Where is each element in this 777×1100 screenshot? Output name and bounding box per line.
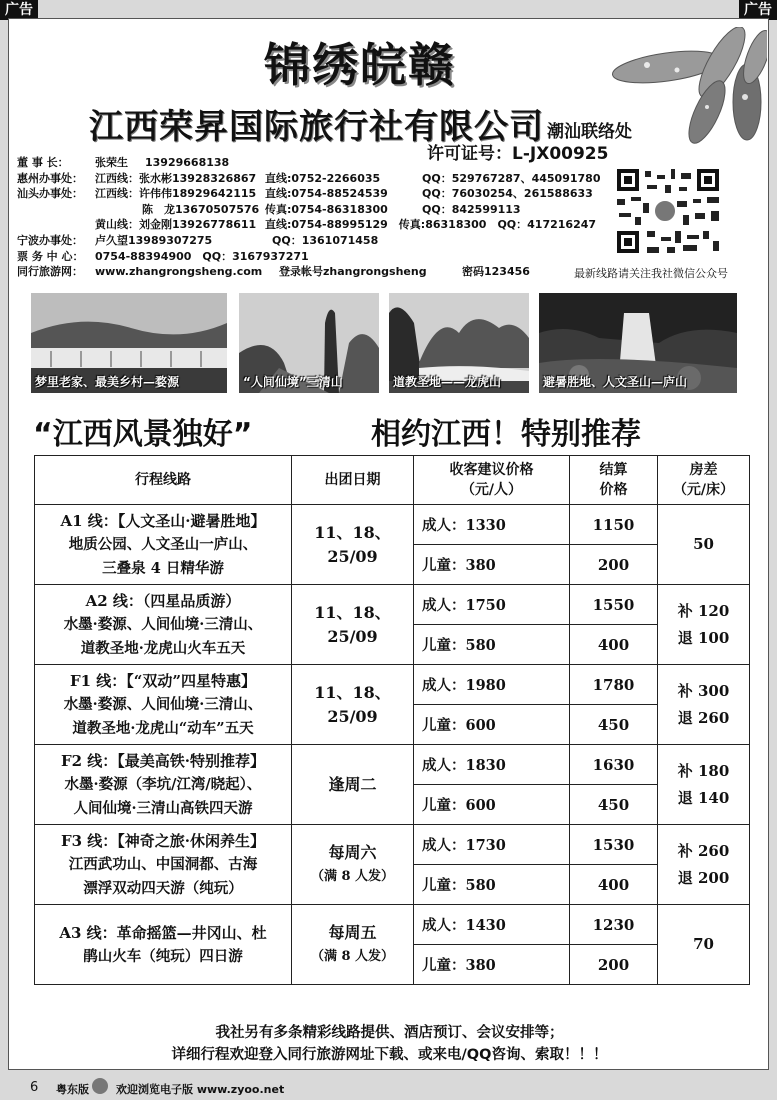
table-row xyxy=(35,665,750,705)
photo-caption: 道教圣地——龙虎山 xyxy=(393,375,502,389)
adult-settle-price: 1780 xyxy=(570,665,658,705)
room-diff: 补 120 xyxy=(677,601,730,620)
route-cell xyxy=(35,825,292,905)
adult-price: 成人：1750 xyxy=(414,585,570,625)
contact-row: 惠州办事处： 江西线：张水彬13928326867 直线:0752-2266035 QQ：529767287、445091780 xyxy=(17,171,601,185)
edition-label: 粤东版 xyxy=(56,1083,89,1096)
child-price: 儿童：580 xyxy=(414,625,570,665)
contact-row: 董 事 长： 张荣生 13929668138 xyxy=(17,156,230,169)
route-price-table xyxy=(34,455,750,985)
room-diff: 退 200 xyxy=(677,868,730,887)
contact-row: 黄山线：刘金刚13926778611 直线:0754-88995129 传真:86318300 QQ：417216247 xyxy=(95,218,597,232)
route-detail: 道教圣地·龙虎山火车五天 xyxy=(80,639,246,657)
date-cell xyxy=(292,905,414,985)
departure-date: 11、18、 xyxy=(314,682,391,702)
header-price: 收客建议价格 （元/人） xyxy=(414,456,570,505)
table-row xyxy=(35,825,750,865)
route-detail: 水墨·婺源、人间仙境·三清山、 xyxy=(63,615,263,633)
route-detail: 三叠泉 4 日精华游 xyxy=(102,559,224,577)
contact-row: 票 务 中 心： 0754-88394900 QQ：3167937271 xyxy=(17,249,309,263)
wechat-qr-code[interactable] xyxy=(613,165,723,257)
child-price: 儿童：600 xyxy=(414,705,570,745)
adult-settle-price: 1530 xyxy=(570,825,658,865)
table-row xyxy=(35,745,750,785)
room-cell xyxy=(658,585,750,665)
date-cell xyxy=(292,825,414,905)
header-date: 出团日期 xyxy=(292,456,414,505)
departure-date: 每周六 xyxy=(328,842,377,862)
website-link[interactable]: 欢迎浏览电子版 www.zyoo.net xyxy=(116,1083,285,1096)
room-diff: 退 100 xyxy=(677,628,730,647)
headline-slogan: “江西风景独好” xyxy=(33,417,253,452)
departure-note: 25/09 xyxy=(327,706,378,726)
room-cell xyxy=(658,825,750,905)
adult-price: 成人：1730 xyxy=(414,825,570,865)
advertisement-page xyxy=(8,18,769,1070)
contact-list xyxy=(17,155,617,280)
date-cell xyxy=(292,505,414,585)
photo-sanqingshan xyxy=(239,293,379,393)
route-title: F1 线：【“双动”四星特惠】 xyxy=(69,671,257,690)
route-detail: 地质公园、人文圣山一庐山、 xyxy=(68,535,258,553)
photo-lushan xyxy=(539,293,737,393)
publisher-logo-icon xyxy=(92,1078,108,1094)
child-settle-price: 200 xyxy=(570,945,658,985)
route-cell xyxy=(35,505,292,585)
room-diff: 退 140 xyxy=(677,788,730,807)
room-cell xyxy=(658,505,750,585)
qr-caption: 最新线路请关注我社微信公众号 xyxy=(574,267,728,280)
footer-notice: 我社另有多条精彩线路提供、酒店预订、会议安排等； 详细行程欢迎登入同行旅游网址下载、或来电/QQ咨询、索取！！！ xyxy=(171,1025,608,1063)
date-cell xyxy=(292,585,414,665)
route-title: A3 线：革命摇篮—井冈山、杜 xyxy=(59,923,267,942)
contact-row: 宁波办事处： 卢久望13989307275 QQ：1361071458 xyxy=(17,233,379,247)
contact-row: 同行旅游网： www.zhangrongsheng.com 登录帐号zhangrongsheng 密码123456 xyxy=(17,265,530,279)
route-title: A1 线：【人文圣山·避暑胜地】 xyxy=(60,511,266,530)
child-settle-price: 450 xyxy=(570,705,658,745)
contact-row: 陈 龙13670507576 传真:0754-86318300 QQ：842599113 xyxy=(142,202,521,216)
date-cell xyxy=(292,745,414,825)
ad-label-right: 广告 xyxy=(739,0,777,20)
photo-caption: “人间仙境”三清山 xyxy=(243,375,343,389)
contact-row: 汕头办事处： 江西线：许伟伟18929642115 直线:0754-88524539 QQ：76030254、261588633 xyxy=(17,187,593,201)
room-diff: 70 xyxy=(693,935,714,953)
route-table-body xyxy=(35,505,750,985)
route-title: F2 线：【最美高铁·特别推荐】 xyxy=(60,751,266,770)
room-diff: 退 260 xyxy=(677,708,730,727)
adult-settle-price: 1150 xyxy=(570,505,658,545)
table-header-row xyxy=(35,456,750,505)
header-settle: 结算 价格 xyxy=(570,456,658,505)
table-row xyxy=(35,905,750,945)
room-diff: 50 xyxy=(693,535,714,553)
adult-price: 成人：1330 xyxy=(414,505,570,545)
route-detail: 水墨·婺源（李坑/江湾/晓起）、 xyxy=(64,775,262,793)
photo-longhushan xyxy=(389,293,529,393)
room-cell xyxy=(658,665,750,745)
departure-note: 25/09 xyxy=(327,546,378,566)
adult-settle-price: 1550 xyxy=(570,585,658,625)
route-detail: 江西武功山、中国洞都、古海 xyxy=(68,855,258,873)
header-route: 行程线路 xyxy=(35,456,292,505)
table-row xyxy=(35,585,750,625)
child-price: 儿童：380 xyxy=(414,945,570,985)
child-price: 儿童：380 xyxy=(414,545,570,585)
photo-caption: 梦里老家、最美乡村—婺源 xyxy=(35,375,180,389)
brand-title: 锦绣皖赣 xyxy=(264,38,456,92)
table-row xyxy=(35,505,750,545)
headline-recommend: 相约江西！特别推荐 xyxy=(371,417,641,452)
departure-date: 11、18、 xyxy=(314,522,391,542)
company-name: 江西荣昇国际旅行社有限公司 xyxy=(89,107,544,147)
route-cell xyxy=(35,905,292,985)
route-cell xyxy=(35,665,292,745)
scenery-photos xyxy=(31,293,759,393)
adult-settle-price: 1230 xyxy=(570,905,658,945)
room-diff: 补 260 xyxy=(677,841,730,860)
page-number: 6 xyxy=(30,1080,39,1095)
route-detail: 鹃山火车（纯玩）四日游 xyxy=(83,947,243,965)
room-cell xyxy=(658,745,750,825)
route-cell xyxy=(35,745,292,825)
child-price: 儿童：580 xyxy=(414,865,570,905)
departure-date: 逢周二 xyxy=(328,774,377,794)
child-settle-price: 400 xyxy=(570,865,658,905)
adult-price: 成人：1430 xyxy=(414,905,570,945)
route-title: A2 线：（四星品质游） xyxy=(85,591,241,610)
child-price: 儿童：600 xyxy=(414,785,570,825)
departure-date: 每周五 xyxy=(328,922,377,942)
adult-settle-price: 1630 xyxy=(570,745,658,785)
route-detail: 水墨·婺源、人间仙境·三清山、 xyxy=(63,695,263,713)
route-title: F3 线：【神奇之旅·休闲养生】 xyxy=(60,831,266,850)
room-diff: 补 300 xyxy=(677,681,730,700)
ad-label-left: 广告 xyxy=(0,0,38,20)
page-footer xyxy=(0,1074,777,1100)
adult-price: 成人：1830 xyxy=(414,745,570,785)
departure-note: （满 8 人发） xyxy=(310,948,395,964)
route-detail: 漂浮双动四天游（纯玩） xyxy=(83,879,243,897)
photo-caption: 避暑胜地、人文圣山—庐山 xyxy=(543,375,688,389)
date-cell xyxy=(292,665,414,745)
child-settle-price: 200 xyxy=(570,545,658,585)
license-number: 许可证号：L-JX00925 xyxy=(427,144,609,164)
departure-date: 11、18、 xyxy=(314,602,391,622)
room-diff: 补 180 xyxy=(677,761,730,780)
photo-wuyuan xyxy=(31,293,227,393)
branch-office: 潮汕联络处 xyxy=(547,122,632,142)
headline xyxy=(33,409,641,453)
route-detail: 人间仙境·三清山高铁四天游 xyxy=(73,799,253,817)
header-room: 房差 （元/床） xyxy=(658,456,750,505)
adult-price: 成人：1980 xyxy=(414,665,570,705)
room-cell xyxy=(658,905,750,985)
departure-note: （满 8 人发） xyxy=(310,868,395,884)
child-settle-price: 450 xyxy=(570,785,658,825)
child-settle-price: 400 xyxy=(570,625,658,665)
route-detail: 道教圣地·龙虎山“动车”五天 xyxy=(72,719,254,737)
departure-note: 25/09 xyxy=(327,626,378,646)
route-cell xyxy=(35,585,292,665)
